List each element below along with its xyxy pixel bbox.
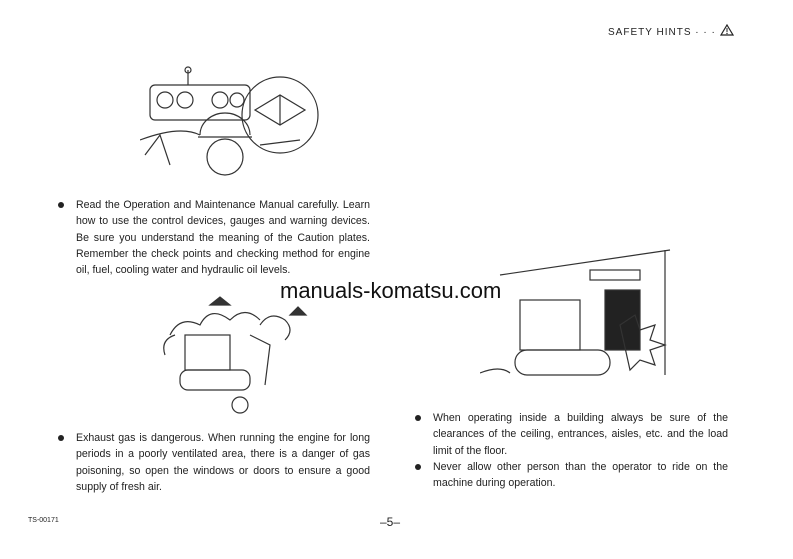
- left-paragraph-manual: [76, 197, 370, 278]
- watermark: manuals-komatsu.com: [280, 278, 502, 303]
- right-paragraph-building: [433, 410, 728, 459]
- illustration-exhaust-gas: [160, 295, 310, 415]
- bullet-icon: [58, 202, 64, 208]
- bullet-icon: [415, 415, 421, 421]
- warning-triangle-icon: [720, 24, 734, 36]
- illustration-building-clearance: [480, 245, 680, 390]
- paragraph-text: Read the Operation and Maintenance Manual carefully. Learn how to use the control devices, gauges and warning devices. Be sure you understand the meaning of the Caution plates. Remember the check points and checking method for engine oil, fuel, cooling water and hydraulic oil levels.: [76, 199, 370, 277]
- header-title: SAFETY HINTS: [608, 27, 692, 38]
- header-dots: · · ·: [695, 27, 716, 38]
- document-code: TS-00171: [28, 517, 59, 524]
- bullet-icon: [58, 435, 64, 441]
- page-header: [608, 24, 734, 38]
- paragraph-text: Exhaust gas is dangerous. When running the engine for long periods in a poorly ventilated area, there is a danger of gas poisoning, so open the windows or doors to ensure a good supply of fresh air.: [76, 432, 370, 493]
- page-number: –5–: [380, 515, 401, 529]
- left-paragraph-exhaust: [76, 430, 370, 495]
- illustration-operator-reading-manual: [140, 65, 340, 190]
- bullet-icon: [415, 464, 421, 470]
- right-paragraph-riders: [433, 459, 728, 492]
- paragraph-text: Never allow other person than the operator to ride on the machine during operation.: [433, 461, 728, 490]
- paragraph-text: When operating inside a building always be sure of the clearances of the ceiling, entrances, aisles, etc. and the load limit of the floor.: [433, 412, 728, 457]
